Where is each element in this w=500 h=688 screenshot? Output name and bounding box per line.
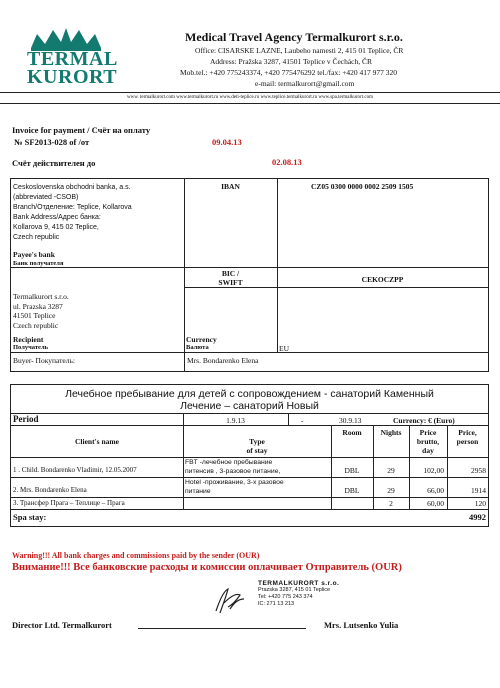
payees-bank-label: Payee's bank xyxy=(13,250,55,259)
valid-until-date: 02.08.13 xyxy=(272,157,302,167)
stay-table xyxy=(10,384,489,527)
postal-address: Address: Pražska 3287, 41501 Teplice v Čechách, ČR xyxy=(210,57,373,66)
bic-label-line1: BIC / xyxy=(221,269,240,278)
row3-nights: 2 xyxy=(389,499,393,508)
warning-en: Warning!!! All bank charges and commissions paid by the sender (OUR) xyxy=(12,551,260,560)
bank-details-table xyxy=(10,178,489,372)
recipient-line: Termalkurort s.r.o. xyxy=(13,292,69,301)
row1-type-line2: питенсив , 3-разовое питание, xyxy=(185,468,281,475)
logo-line1: TERMAL xyxy=(27,48,118,70)
bank-line: Bank Address/Адрес банка: xyxy=(13,214,101,221)
office-address: Office: CISARSKE LAZNE, Laubeho namesti 2, 415 01 Teplice, ČR xyxy=(195,46,404,55)
col-type-line2: of stay xyxy=(246,446,268,455)
row2-room: DBL xyxy=(344,486,360,495)
recipient-line: Czech republic xyxy=(13,320,59,330)
row1-type-line1: FBT -лечебное пребывание xyxy=(185,459,273,466)
warning-ru: Внимание!!! Все банковские расходы и комиссии оплачивает Отправитель (OUR) xyxy=(12,562,402,573)
payees-bank-ru: Банк получателя xyxy=(13,260,64,267)
phone-line: Mob.tel.: +420 775243374, +420 775476292 tel./fax: +420 417 977 320 xyxy=(180,68,398,77)
spa-stay-label: Spa stay: xyxy=(13,512,47,522)
row2-total: 1914 xyxy=(471,486,486,495)
director-name: Mrs. Lutsenko Yulia xyxy=(324,620,399,630)
row2-type-line1: Hotel -проживание, 3-х разовое xyxy=(185,479,284,486)
agency-name: Medical Travel Agency Termalkurort s.r.o. xyxy=(185,30,403,44)
logo-line2: KURORT xyxy=(27,66,118,88)
col-price-line1: Price xyxy=(419,428,437,437)
row1-type xyxy=(185,458,280,476)
stamp-address: Prazska 3287, 415 01 Teplice xyxy=(258,587,331,593)
row2-name: 2. Mrs. Bondarenko Elena xyxy=(13,486,87,494)
invoice-title: Invoice for payment / Счёт на оплату xyxy=(12,125,151,135)
row2-nights: 29 xyxy=(387,486,395,495)
recipient-label: Recipient xyxy=(13,335,44,344)
row1-name: 1 . Child. Bondarenko Vladimir, 12.05.2007 xyxy=(13,466,137,474)
stay-heading xyxy=(11,388,488,412)
recipient-line: 41501 Teplice xyxy=(13,311,56,320)
period-to: 30.9.13 xyxy=(339,416,362,425)
row2-type xyxy=(185,478,284,496)
currency-info: Currency: € (Euro) xyxy=(393,416,455,425)
recipient-line: ul. Prazska 3287 xyxy=(13,301,63,311)
stay-heading-line2: Лечение – санаторий Новый xyxy=(180,400,319,412)
row3-price: 60,00 xyxy=(427,499,444,508)
period-from: 1.9.13 xyxy=(226,416,245,425)
bank-line: Ceskoslovenska obchodni banka, a.s. xyxy=(13,184,131,191)
spa-stay-total: 4992 xyxy=(469,512,486,522)
director-label: Director Ltd. Termalkurort xyxy=(12,620,112,630)
stamp-ic: IC: 271 13 213 xyxy=(258,601,295,607)
currency-value: EU xyxy=(279,344,289,353)
buyer-value: Mrs. Bondarenko Elena xyxy=(187,356,259,365)
col-pp-line1: Price, xyxy=(458,428,477,437)
bank-name-block xyxy=(13,183,132,243)
col-room: Room xyxy=(342,428,362,437)
logo-text xyxy=(27,48,118,88)
col-type-of-stay xyxy=(183,437,331,455)
row1-price: 102,00 xyxy=(423,466,444,475)
iban-label: IBAN xyxy=(221,182,240,191)
row1-nights: 29 xyxy=(387,466,395,475)
col-price-day xyxy=(409,428,447,455)
company-stamp xyxy=(258,580,339,608)
website-bar: www. termalkurort.com www.termalkurort.ru www.deti-teplice.ru www.teplice.termalkurort.ru www.spa.termalkurort.com xyxy=(0,92,500,104)
stamp-title: TERMALKURORT s.r.o. xyxy=(258,580,340,587)
row2-price: 66,00 xyxy=(427,486,444,495)
col-client-name: Client's name xyxy=(75,437,119,446)
bank-line: (abbreviated -CSOB) xyxy=(13,194,79,201)
period-dash: - xyxy=(301,416,304,425)
row3-name: 3. Трансфер Прага – Теплице – Прага xyxy=(13,499,125,507)
invoice-number: № SF2013-028 of /от xyxy=(14,137,90,147)
bank-line: Branch/Отделение: Teplice, Kollarova xyxy=(13,204,132,211)
col-type-line1: Type xyxy=(249,437,265,446)
bic-label-line2: SWIFT xyxy=(218,278,243,287)
iban-value: CZ05 0300 0000 0002 2509 1505 xyxy=(311,182,414,191)
col-nights: Nights xyxy=(380,428,402,437)
row1-room: DBL xyxy=(344,466,360,475)
bic-label xyxy=(184,269,277,287)
col-price-person xyxy=(447,428,488,446)
col-price-line2: brutto, xyxy=(416,437,440,446)
valid-until-label: Счёт действителен до xyxy=(12,158,96,168)
col-price-line3: day xyxy=(422,446,434,455)
currency-label: Currency xyxy=(186,335,217,344)
recipient-block xyxy=(13,292,69,330)
email-line: e-mail: termalkurort@gmail.com xyxy=(255,79,355,88)
row3-total: 120 xyxy=(474,499,486,508)
bank-line: Czech republic xyxy=(13,234,60,241)
row1-total: 2958 xyxy=(471,466,486,475)
stay-heading-line1: Лечебное пребывание для детей с сопровождением - санаторий Каменный xyxy=(65,388,434,400)
buyer-label: Buyer- Покупатель: xyxy=(13,356,76,365)
stamp-tel: Tel: +420 775 243 374 xyxy=(258,594,313,600)
col-pp-line2: person xyxy=(456,437,479,446)
signature xyxy=(210,585,250,617)
invoice-date: 09.04.13 xyxy=(212,137,242,147)
currency-ru: Валюта xyxy=(186,344,209,351)
signature-line xyxy=(138,628,306,629)
bic-value: CEKOCZPP xyxy=(361,275,404,284)
bank-line: Kollarova 9, 415 02 Teplice, xyxy=(13,224,99,231)
period-label: Period xyxy=(13,414,39,424)
row2-type-line2: питание xyxy=(185,488,211,495)
recipient-ru: Получатель xyxy=(13,344,49,351)
